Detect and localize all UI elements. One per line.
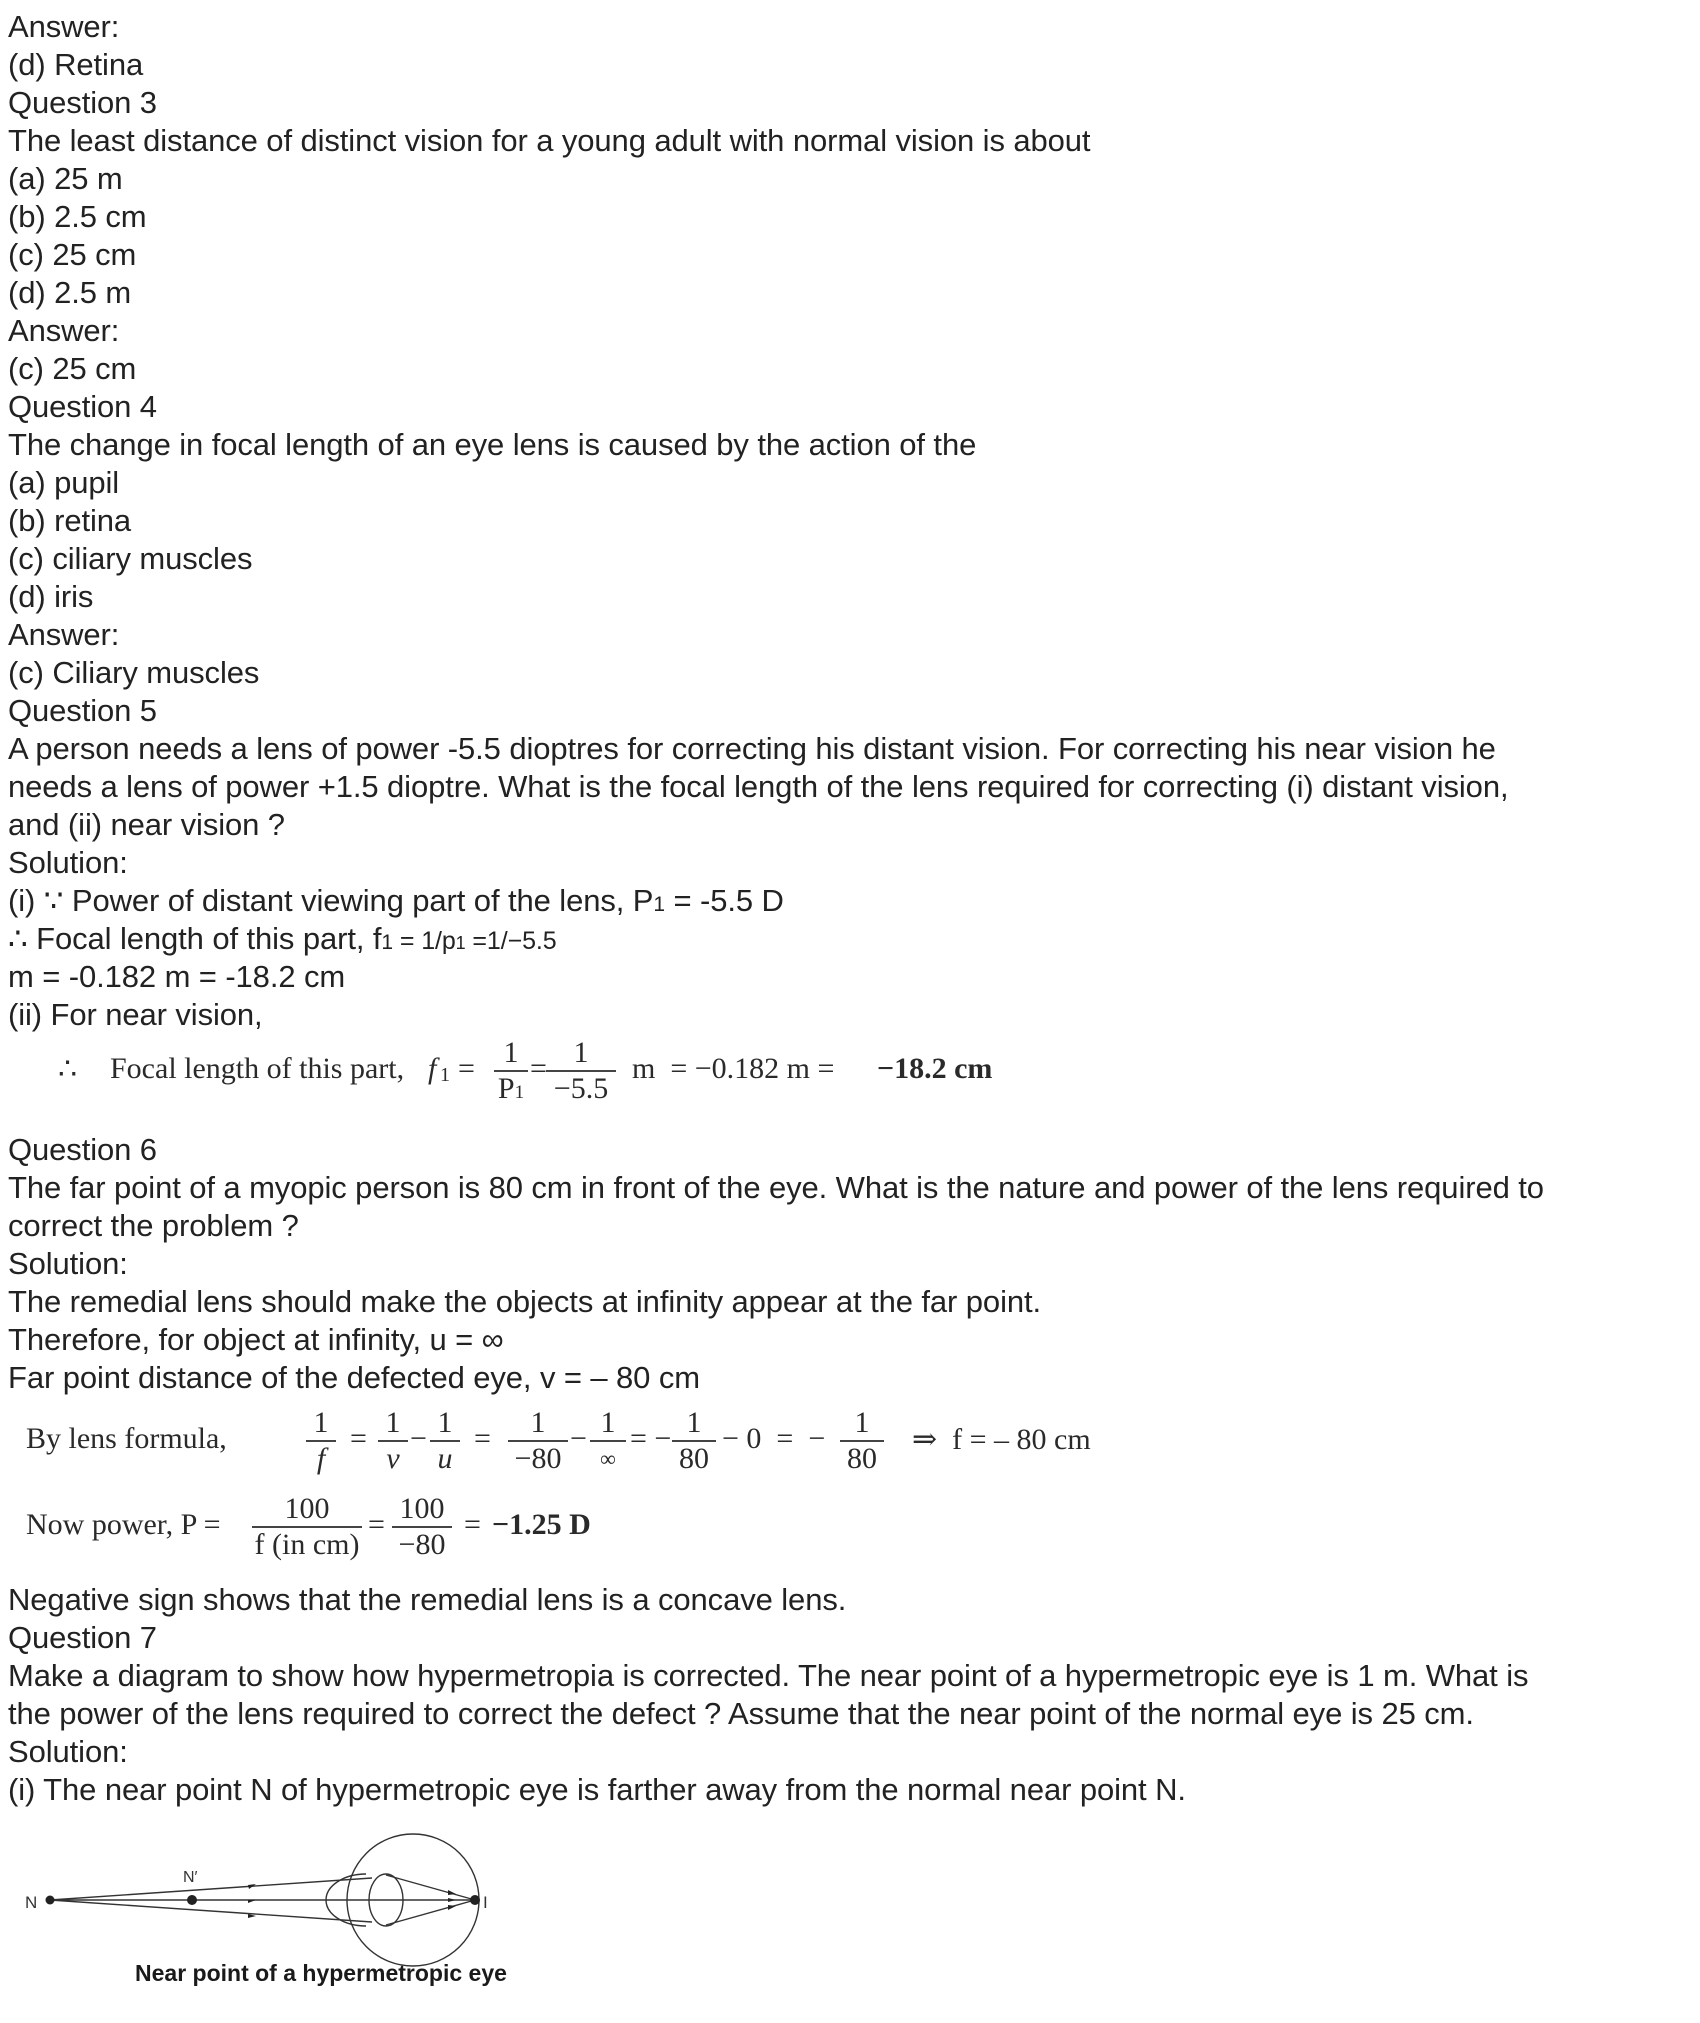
fraction-100-over-neg-80 xyxy=(392,1492,452,1562)
question-6-text-line-1: The far point of a myopic person is 80 cm in front of the eye. What is the nature and power of the lens required to xyxy=(8,1170,1544,1205)
arrow-icon xyxy=(248,1900,256,1903)
question-3-option-a: (a) 25 m xyxy=(8,161,123,196)
denominator: ∞ xyxy=(590,1440,626,1476)
question-3-option-b: (b) 2.5 cm xyxy=(8,199,147,234)
question-6-title: Question 6 xyxy=(8,1132,157,1167)
label-n-prime: N′ xyxy=(183,1869,198,1886)
step-2-mid: = 1/p xyxy=(393,927,456,955)
question-3-text: The least distance of distinct vision for a young adult with normal vision is about xyxy=(8,123,1091,158)
question-5-step-4: (ii) For near vision, xyxy=(8,997,263,1032)
answer-text: (d) Retina xyxy=(8,47,144,82)
power-formula-lead: Now power, P = xyxy=(26,1508,221,1541)
fraction-1-over-neg-5-5 xyxy=(546,1036,616,1106)
question-4-answer-label: Answer: xyxy=(8,617,120,652)
numerator: 1 xyxy=(437,1406,453,1439)
denominator-text: P xyxy=(497,1072,515,1105)
step-1-subscript: 1 xyxy=(653,893,665,916)
hypermetropic-eye-diagram xyxy=(20,1830,560,1970)
step-2-subscript: 1 xyxy=(381,931,393,954)
equals-minus: = − xyxy=(630,1422,672,1455)
ray-upper-refracted xyxy=(386,1875,475,1900)
fraction-1-over-p1 xyxy=(494,1036,528,1110)
question-4-option-c: (c) ciliary muscles xyxy=(8,541,253,576)
numerator: 1 xyxy=(313,1406,329,1439)
ray-lower-refracted xyxy=(386,1900,475,1925)
question-4-text: The change in focal length of an eye lens is caused by the action of the xyxy=(8,427,977,462)
equals-2: = xyxy=(464,1508,481,1541)
question-7-text-line-2: the power of the lens required to correct the defect ? Assume that the near point of the normal eye is 25 cm. xyxy=(8,1696,1474,1731)
equals: = xyxy=(350,1422,367,1455)
numerator: 1 xyxy=(854,1406,870,1439)
question-5-text-line-1: A person needs a lens of power -5.5 dioptres for correcting his distant vision. For correcting his near vision he xyxy=(8,731,1496,766)
question-5-step-2 xyxy=(8,920,557,962)
fraction-1-over-u xyxy=(430,1406,460,1476)
equals-2: = xyxy=(474,1422,491,1455)
question-5-title: Question 5 xyxy=(8,693,157,728)
question-6-solution-line-2: Therefore, for object at infinity, u = ∞ xyxy=(8,1322,504,1357)
equals: = xyxy=(368,1508,385,1541)
question-6-text-line-2: correct the problem ? xyxy=(8,1208,299,1243)
step-2-prefix: ∴ Focal length of this part, f xyxy=(8,921,382,956)
numerator: 1 xyxy=(600,1406,616,1439)
point-n-prime xyxy=(187,1895,197,1905)
question-3-option-d: (d) 2.5 m xyxy=(8,275,132,310)
power-result: −1.25 D xyxy=(492,1508,591,1541)
question-6-solution-line-3: Far point distance of the defected eye, v = – 80 cm xyxy=(8,1360,700,1395)
formula-tail: m = −0.182 m = xyxy=(632,1052,842,1085)
question-4-option-b: (b) retina xyxy=(8,503,132,538)
question-7-solution-label: Solution: xyxy=(8,1734,128,1769)
point-i xyxy=(470,1895,480,1905)
step-1-suffix: = -5.5 D xyxy=(664,883,784,918)
question-5-text-line-3: and (ii) near vision ? xyxy=(8,807,285,842)
label-n: N xyxy=(25,1893,38,1912)
question-3-option-c: (c) 25 cm xyxy=(8,237,137,272)
denominator: 80 xyxy=(840,1440,884,1476)
question-7-step-1: (i) The near point N of hypermetropic eye is farther away from the normal near point N. xyxy=(8,1772,1186,1807)
question-6-conclusion: Negative sign shows that the remedial lens is a concave lens. xyxy=(8,1582,847,1617)
question-3-answer: (c) 25 cm xyxy=(8,351,137,386)
answer-label: Answer: xyxy=(8,9,120,44)
lens-formula-result: ⇒ f = – 80 cm xyxy=(912,1423,1091,1456)
denominator-subscript: 1 xyxy=(514,1082,525,1103)
question-3-answer-label: Answer: xyxy=(8,313,120,348)
denominator: f (in cm) xyxy=(252,1526,362,1562)
formula-lead-text: Focal length of this part, xyxy=(110,1052,405,1085)
fraction-100-over-f xyxy=(252,1492,362,1562)
question-4-answer: (c) Ciliary muscles xyxy=(8,655,260,690)
fraction-1-over-v xyxy=(378,1406,408,1476)
minus: − xyxy=(410,1422,427,1455)
question-5-step-1 xyxy=(8,882,784,924)
lens-formula-lead: By lens formula, xyxy=(26,1422,227,1455)
question-4-option-d: (d) iris xyxy=(8,579,94,614)
question-6-solution-line-1: The remedial lens should make the objects at infinity appear at the far point. xyxy=(8,1284,1042,1319)
fraction-1-over-infinity xyxy=(590,1406,626,1476)
numerator: 1 xyxy=(385,1406,401,1439)
point-n xyxy=(46,1896,55,1905)
arrow-icon xyxy=(448,1898,456,1902)
denominator: −5.5 xyxy=(546,1070,616,1106)
question-4-title: Question 4 xyxy=(8,389,157,424)
question-6-solution-label: Solution: xyxy=(8,1246,128,1281)
question-4-option-a: (a) pupil xyxy=(8,465,120,500)
numerator: 1 xyxy=(573,1036,589,1069)
minus-zero: − 0 = − xyxy=(722,1422,826,1455)
formula-equals: = xyxy=(458,1052,475,1085)
step-2-subscript-2: 1 xyxy=(455,933,466,953)
step-2-suffix: =1/−5.5 xyxy=(465,927,557,955)
question-7-title: Question 7 xyxy=(8,1620,157,1655)
numerator: 1 xyxy=(503,1036,519,1069)
question-5-text-line-2: needs a lens of power +1.5 dioptre. What is the focal length of the lens required for correcting (i) distant vision, xyxy=(8,769,1509,804)
fraction-1-over-neg-80 xyxy=(508,1406,568,1476)
question-5-solution-label: Solution: xyxy=(8,845,128,880)
fraction-1-over-f xyxy=(306,1406,336,1476)
minus-2: − xyxy=(570,1422,587,1455)
ray-upper xyxy=(50,1878,372,1900)
denominator: u xyxy=(430,1440,460,1476)
question-7-text-line-1: Make a diagram to show how hypermetropia is corrected. The near point of a hypermetropic eye is 1 m. What is xyxy=(8,1658,1529,1693)
numerator: 1 xyxy=(530,1406,546,1439)
question-3-title: Question 3 xyxy=(8,85,157,120)
denominator: f xyxy=(306,1440,336,1476)
question-5-step-3: m = -0.182 m = -18.2 cm xyxy=(8,959,346,994)
diagram-caption: Near point of a hypermetropic eye xyxy=(135,1960,507,1986)
denominator: −80 xyxy=(392,1526,452,1562)
fraction-1-over-80 xyxy=(672,1406,716,1476)
therefore-symbol: ∴ xyxy=(58,1053,78,1086)
numerator: 100 xyxy=(284,1492,330,1525)
fraction-1-over-80-final xyxy=(840,1406,884,1476)
label-i: I xyxy=(483,1893,488,1912)
formula-f-subscript: 1 xyxy=(440,1064,450,1086)
formula-f: f xyxy=(428,1052,437,1085)
formula-result: −18.2 cm xyxy=(877,1052,993,1085)
denominator: v xyxy=(378,1440,408,1476)
step-1-prefix: (i) ∵ Power of distant viewing part of the lens, P xyxy=(8,883,654,918)
denominator: 80 xyxy=(672,1440,716,1476)
numerator: 1 xyxy=(686,1406,702,1439)
numerator: 100 xyxy=(399,1492,445,1525)
denominator: −80 xyxy=(508,1440,568,1476)
ray-lower xyxy=(50,1900,372,1922)
denominator xyxy=(494,1070,528,1110)
formula-equals-2: = xyxy=(530,1052,547,1085)
